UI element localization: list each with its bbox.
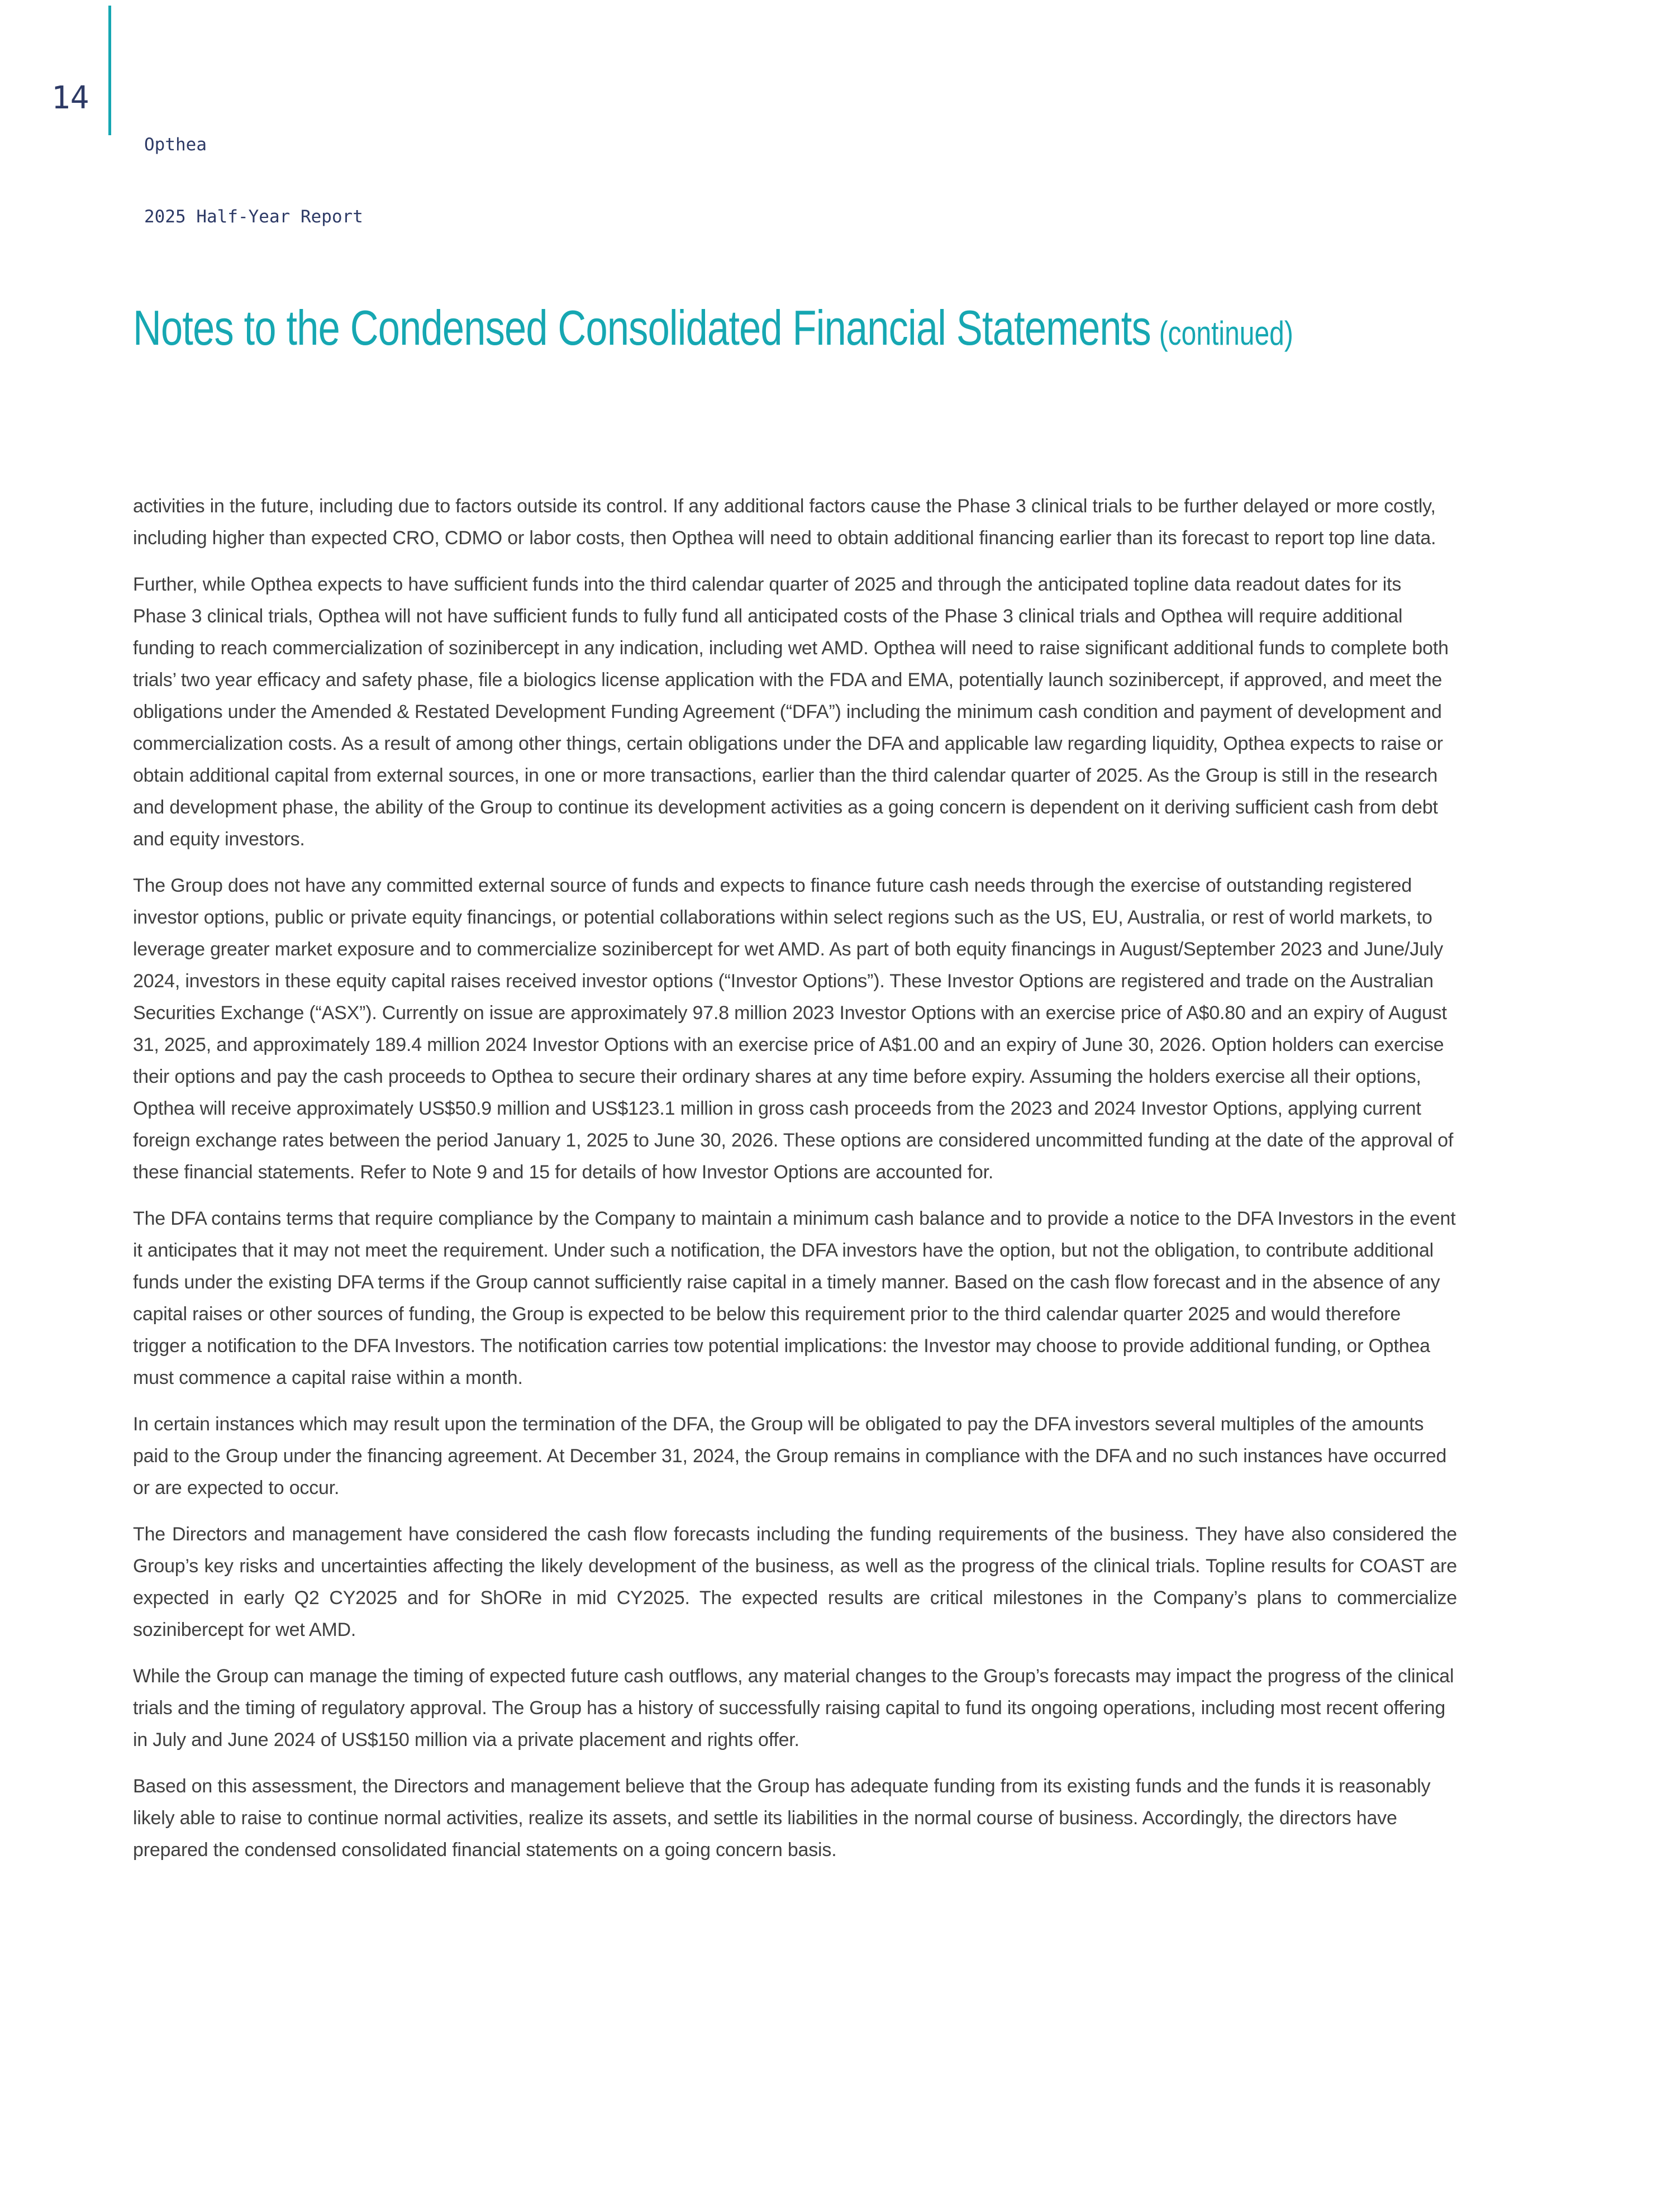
paragraph: Based on this assessment, the Directors and management believe that the Group has adequate funding from its existing funds and the funds it is reasonably likely able to raise to continue normal activities, realize its assets, and settle its liabilities in the normal course of business. Accordingly, the directors have prepared the condensed consolidated financial statements on a going concern basis.: [133, 1776, 1431, 1861]
paragraph: The DFA contains terms that require compliance by the Company to maintain a minimum cash balance and to provide a notice to the DFA Investors in the event it anticipates that it may not meet the requirement. Under such a notification, the DFA investors have the option, but not the obligation, to contribute additional funds under the existing DFA terms if the Group cannot sufficiently raise capital in a timely manner. Based on the cash flow forecast and in the absence of any capital raises or other sources of funding, the Group is expected to be below this requirement prior to the third calendar quarter 2025 and would therefore trigger a notification to the DFA Investors. The notification carries tow potential implications: the Investor may choose to provide additional funding, or Opthea must commence a capital raise within a month.: [133, 1208, 1456, 1388]
section-title-text: [133, 299, 1293, 356]
body-paragraphs: [133, 491, 1457, 1881]
report-brand: [144, 85, 363, 277]
paragraph: In certain instances which may result upon the termination of the DFA, the Group will be obligated to pay the DFA investors several multiples of the amounts paid to the Group under the financing agreement. At December 31, 2024, the Group remains in compliance with the DFA and no such instances have occurred or are expected to occur.: [133, 1414, 1447, 1499]
page-number: 14: [51, 80, 89, 116]
brand-name: Opthea: [144, 135, 207, 155]
paragraph: The Directors and management have considered the cash flow forecasts including the funding requirements of the business. They have also considered the Group’s key risks and uncertainties affecting the likely development of the business, as well as the progress of the clinical trials. Topline results for COAST are expected in early Q2 CY2025 and for ShORe in mid CY2025. The expected results are critical milestones in the Company’s plans to commercialize sozinibercept for wet AMD.: [133, 1524, 1457, 1640]
section-title-main: Notes to the Condensed Consolidated Financial Statements: [133, 300, 1151, 355]
section-title-continued: (continued): [1159, 315, 1293, 352]
paragraph: Further, while Opthea expects to have sufficient funds into the third calendar quarter of 2025 and through the anticipated topline data readout dates for its Phase 3 clinical trials, Opthea will not have sufficient funds to fully fund all anticipated costs of the Phase 3 clinical trials and Opthea will require additional funding to reach commercialization of sozinibercept in any indication, including wet AMD. Opthea will need to raise significant additional funds to complete both trials’ two year efficacy and safety phase, file a biologics license application with the FDA and EMA, potentially launch sozinibercept, if approved, and meet the obligations under the Amended & Restated Development Funding Agreement (“DFA”) including the minimum cash condition and payment of development and commercialization costs. As a result of among other things, certain obligations under the DFA and applicable law regarding liquidity, Opthea expects to raise or obtain additional capital from external sources, in one or more transactions, earlier than the third calendar quarter of 2025. As the Group is still in the research and development phase, the ability of the Group to continue its development activities as a going concern is dependent on it deriving sufficient cash from debt and equity investors.: [133, 574, 1449, 850]
paragraph: activities in the future, including due to factors outside its control. If any additional factors cause the Phase 3 clinical trials to be further delayed or more costly, including higher than expected CRO, CDMO or labor costs, then Opthea will need to obtain additional financing earlier than its forecast to report top line data.: [133, 496, 1436, 549]
header-divider-rule: [108, 6, 111, 135]
paragraph: While the Group can manage the timing of expected future cash outflows, any material changes to the Group’s forecasts may impact the progress of the clinical trials and the timing of regulatory approval. The Group has a history of successfully raising capital to fund its ongoing operations, including most recent offering in July and June 2024 of US$150 million via a private placement and rights offer.: [133, 1666, 1454, 1750]
section-title: [133, 299, 1583, 356]
brand-report-title: 2025 Half-Year Report: [144, 207, 363, 227]
paragraph: The Group does not have any committed external source of funds and expects to finance future cash needs through the exercise of outstanding registered investor options, public or private equity financings, or potential collaborations within select regions such as the US, EU, Australia, or rest of world markets, to leverage greater market exposure and to commercialize sozinibercept for wet AMD. As part of both equity financings in August/September 2023 and June/July 2024, investors in these equity capital raises received investor options (“Investor Options”). These Investor Options are registered and trade on the Australian Securities Exchange (“ASX”). Currently on issue are approximately 97.8 million 2023 Investor Options with an exercise price of A$0.80 and an expiry of August 31, 2025, and approximately 189.4 million 2024 Investor Options with an exercise price of A$1.00 and an expiry of June 30, 2026. Option holders can exercise their options and pay the cash proceeds to Opthea to secure their ordinary shares at any time before expiry. Assuming the holders exercise all their options, Opthea will receive approximately US$50.9 million and US$123.1 million in gross cash proceeds from the 2023 and 2024 Investor Options, applying current foreign exchange rates between the period January 1, 2025 to June 30, 2026. These options are considered uncommitted funding at the date of the approval of these financial statements. Refer to Note 9 and 15 for details of how Investor Options are accounted for.: [133, 875, 1454, 1183]
